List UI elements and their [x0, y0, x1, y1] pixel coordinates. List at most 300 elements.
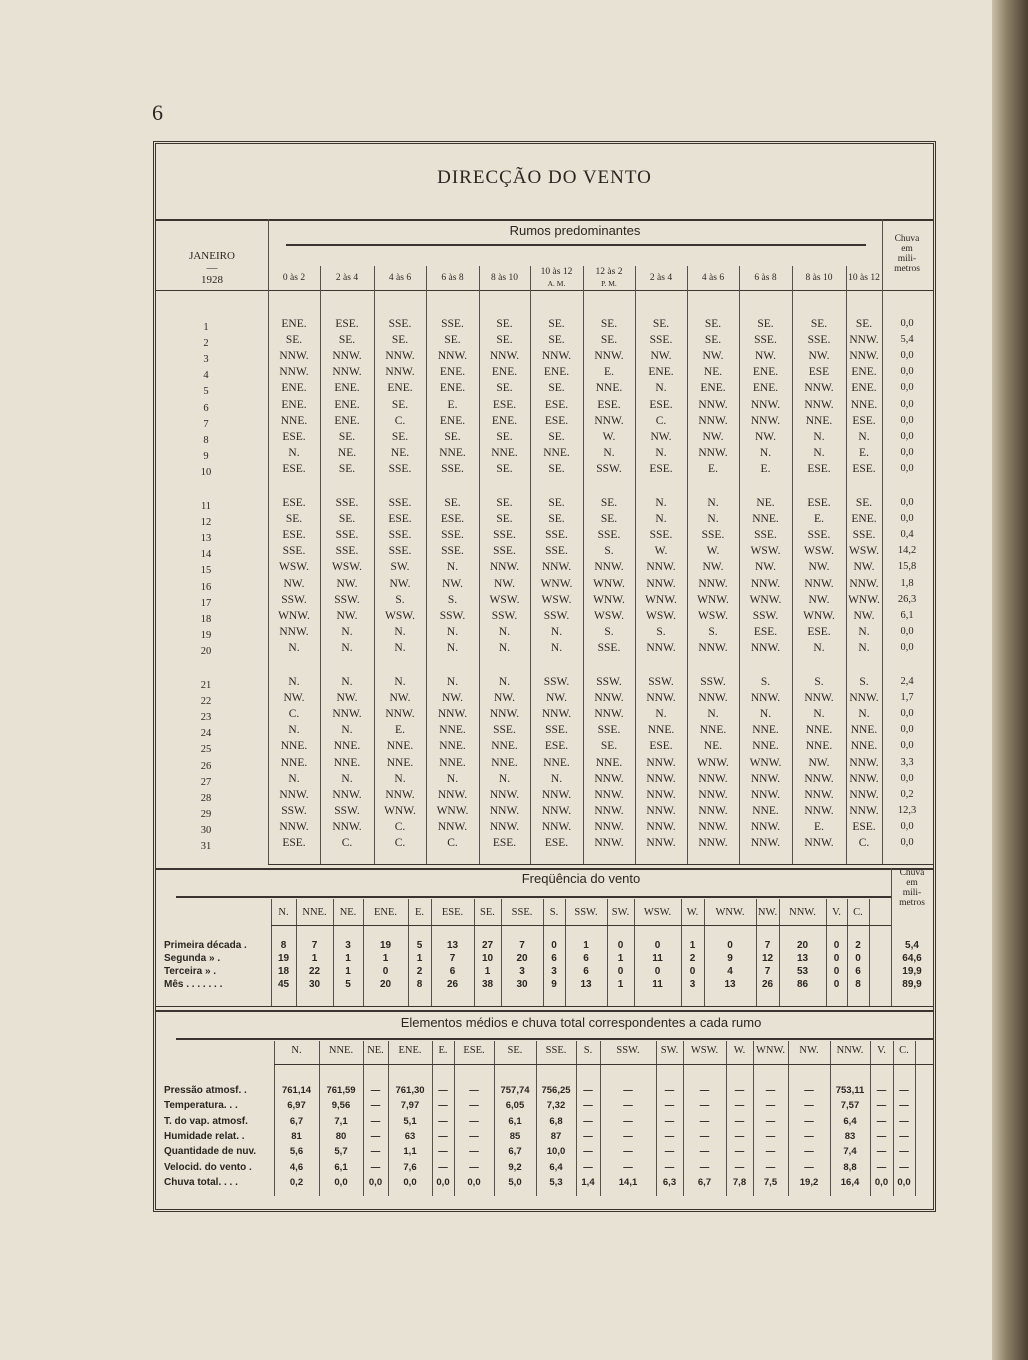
column-rule [779, 899, 780, 1006]
wind-direction-cell: N. [288, 772, 300, 785]
elements-value: — [469, 1130, 479, 1142]
elements-value: — [876, 1085, 887, 1096]
day-number: 25 [200, 744, 212, 756]
frequency-value: 13 [446, 940, 459, 951]
wind-direction-cell: SSE. [388, 462, 412, 475]
wind-direction-cell: NNW. [849, 350, 879, 363]
elements-value: 761,30 [395, 1085, 425, 1096]
rule-line [286, 244, 866, 246]
elements-value: 0,0 [403, 1176, 417, 1188]
rain-cell: 0,0 [900, 430, 914, 442]
elements-value: — [583, 1146, 593, 1158]
rain-cell: 0,0 [900, 318, 914, 329]
elements-value: — [699, 1130, 710, 1142]
wind-direction-cell: NNE. [805, 724, 833, 737]
wind-direction-cell: N. [446, 676, 459, 688]
wind-direction-cell: NNW. [541, 788, 572, 801]
wind-direction-cell: ENE. [439, 366, 466, 379]
frequency-value: 86 [796, 979, 809, 990]
elements-value: 0,0 [874, 1176, 889, 1188]
wind-direction-cell: E. [814, 513, 824, 526]
wind-direction-cell: WNW. [436, 804, 469, 817]
wind-direction-cell: N. [446, 561, 459, 574]
wind-direction-cell: SSE. [807, 334, 831, 347]
wind-direction-cell: NNW. [698, 788, 728, 801]
wind-direction-cell: ESE. [544, 740, 569, 753]
wind-direction-cell: N. [341, 676, 353, 688]
wind-direction-cell: NW. [702, 561, 724, 574]
wind-direction-cell: NNW. [594, 788, 624, 801]
wind-direction-cell: ESE. [597, 398, 621, 411]
wind-direction-cell: NNE. [752, 724, 779, 737]
day-number: 5 [203, 386, 209, 398]
frequency-value: 7 [519, 940, 525, 951]
wind-direction-cell: NNE. [280, 740, 308, 753]
wind-direction-cell: WNW. [540, 577, 573, 590]
elements-value: 4,6 [289, 1161, 304, 1173]
elements-value: 7,6 [403, 1161, 417, 1173]
rain-cell: 0,0 [900, 366, 914, 378]
elements-value: — [623, 1130, 633, 1142]
elements-row-label: Velocid. do vento . [164, 1161, 252, 1173]
elements-value: — [734, 1100, 745, 1112]
wind-direction-cell: ESE. [649, 398, 673, 411]
frequency-value: 3 [689, 979, 696, 990]
wind-direction-cell: SE. [600, 740, 618, 753]
wind-direction-cell: SE. [444, 497, 461, 509]
column-rule [271, 899, 272, 1006]
wind-direction-cell: NNW. [804, 398, 834, 411]
wind-direction-cell: SE. [391, 334, 409, 347]
wind-direction-cell: NNE. [439, 740, 466, 753]
wind-direction-cell: NNW. [594, 772, 624, 785]
wind-direction-cell: N. [655, 708, 667, 721]
frequency-value: 5 [416, 940, 423, 951]
wind-direction-cell: NNW. [646, 561, 676, 574]
wind-direction-cell: NNW. [750, 820, 781, 833]
wind-direction-cell: SE. [285, 513, 303, 526]
wind-direction-cell: SE. [810, 318, 828, 330]
elements-value: — [765, 1130, 776, 1142]
wind-direction-cell: N. [341, 625, 353, 638]
wind-direction-cell: SE. [600, 318, 618, 330]
day-number: 7 [203, 418, 209, 430]
wind-direction-cell: SSW. [700, 676, 726, 688]
wind-direction-cell: NNW. [385, 708, 415, 721]
wind-direction-cell: ESE. [649, 740, 673, 753]
column-rule [333, 899, 334, 1006]
frequency-value: 3 [345, 940, 351, 951]
elements-value: 756,25 [541, 1085, 571, 1096]
wind-direction-cell: ESE. [282, 462, 306, 475]
wind-direction-cell: NNW. [541, 708, 572, 721]
elements-value: — [623, 1100, 633, 1112]
wind-direction-cell: NNW. [804, 788, 834, 801]
elements-value: — [438, 1161, 448, 1173]
rain-cell: 0,0 [900, 837, 914, 848]
frequency-column-header: ENE. [373, 907, 398, 918]
frequency-value: 7 [311, 940, 318, 951]
elements-value: 10,0 [546, 1146, 566, 1158]
time-header: 2 às 4 [335, 273, 359, 283]
wind-direction-cell: NNW. [437, 788, 468, 801]
wind-direction-cell: SSW. [281, 804, 307, 817]
elements-value: — [664, 1115, 675, 1127]
frequency-column-header: N. [278, 907, 289, 918]
frequency-value: 20 [796, 940, 809, 951]
elements-value: — [623, 1085, 633, 1096]
wind-direction-cell: N. [341, 772, 353, 785]
wind-direction-cell: ENE. [281, 398, 307, 411]
frequency-value: 20 [379, 979, 392, 990]
wind-direction-cell: SSE. [388, 497, 412, 509]
wind-direction-cell: SSE. [852, 529, 876, 542]
elements-value: — [583, 1100, 593, 1112]
elements-value: — [370, 1161, 381, 1173]
frequency-value: 8 [855, 979, 861, 990]
wind-direction-cell: NE. [337, 446, 357, 459]
elements-column-header: SE. [507, 1045, 523, 1056]
column-rule [687, 266, 688, 864]
elements-value: 5,1 [403, 1115, 417, 1127]
elements-value: — [899, 1130, 909, 1142]
elements-value: 753,11 [835, 1085, 865, 1096]
elements-value: — [370, 1085, 381, 1096]
wind-direction-cell: SE. [855, 497, 873, 509]
frequency-value: 11 [652, 953, 663, 964]
wind-direction-cell: NNE. [386, 740, 414, 753]
rain-cell: 0,0 [900, 625, 914, 637]
wind-direction-cell: NNE. [333, 740, 361, 753]
frequency-rain: 19,9 [902, 966, 922, 977]
elements-value: 6,3 [662, 1176, 677, 1188]
rain-cell: 26,3 [897, 593, 917, 605]
wind-direction-cell: S. [814, 676, 824, 688]
column-rule [479, 266, 480, 864]
elements-row-label: T. do vap. atmosf. [164, 1115, 248, 1127]
wind-direction-cell: N. [288, 676, 300, 688]
wind-direction-cell: NNE. [386, 756, 414, 769]
wind-direction-cell: SE. [548, 334, 565, 347]
wind-direction-cell: ENE. [851, 366, 877, 379]
elements-column-header: SSW. [616, 1045, 640, 1056]
wind-direction-cell: W. [654, 545, 668, 558]
column-rule [431, 899, 432, 1006]
day-number: 29 [200, 808, 212, 820]
rain-cell: 0,4 [900, 529, 914, 541]
frequency-rain: 64,6 [902, 953, 922, 964]
time-header: 10 às 12 [848, 273, 880, 283]
frequency-value: 45 [277, 979, 290, 990]
wind-direction-cell: NNW. [750, 692, 781, 705]
wind-direction-cell: SE. [548, 497, 565, 509]
wind-direction-cell: NNW. [489, 804, 520, 817]
elements-value: — [438, 1146, 448, 1158]
frequency-value: 1 [689, 940, 696, 951]
wind-direction-cell: ENE. [851, 382, 877, 395]
wind-direction-cell: ESE. [544, 398, 569, 411]
time-header: 6 às 8 [754, 273, 777, 283]
wind-direction-cell: ESE. [807, 462, 831, 475]
elements-value: 7,1 [334, 1115, 348, 1127]
column-rule [756, 899, 757, 1006]
frequency-value: 13 [724, 979, 736, 990]
elements-value: — [804, 1085, 814, 1096]
wind-direction-cell: ENE. [334, 382, 360, 395]
column-rule [408, 899, 409, 1006]
elements-value: 7,8 [732, 1176, 747, 1188]
elements-value: — [699, 1115, 710, 1127]
wind-direction-cell: NW. [546, 692, 567, 705]
frequency-value: 3 [519, 966, 525, 977]
rule-line [176, 1038, 933, 1040]
day-number: 23 [200, 712, 212, 724]
wind-direction-cell: NNW. [646, 772, 676, 785]
frequency-rain-header: mili- [902, 888, 922, 898]
frequency-column-header: WSW. [643, 907, 672, 918]
wind-direction-cell: NNW. [646, 577, 676, 590]
wind-direction-cell: NNW. [594, 804, 624, 817]
frequency-value: 6 [855, 966, 861, 977]
wind-direction-cell: E. [708, 462, 718, 475]
wind-direction-cell: ESE. [852, 414, 876, 427]
rain-cell: 0,0 [900, 740, 914, 752]
elements-row-label: Chuva total. . . . [164, 1176, 238, 1188]
elements-value: — [664, 1085, 675, 1096]
elements-row-label: Humidade relat. . [164, 1130, 245, 1142]
column-rule [739, 266, 740, 864]
wind-direction-cell: SSE. [493, 545, 516, 558]
wind-direction-cell: SSW. [439, 609, 466, 622]
frequency-value: 0 [654, 966, 661, 977]
elements-value: — [370, 1130, 381, 1142]
frequency-value: 0 [833, 966, 840, 977]
frequency-value: 1 [382, 953, 389, 964]
elements-value: — [734, 1146, 745, 1158]
rain-cell: 0,0 [900, 446, 914, 458]
elements-value: 83 [844, 1130, 856, 1142]
wind-direction-cell: NNW. [698, 414, 728, 427]
frequency-value: 11 [652, 979, 663, 990]
wind-direction-cell: NNW. [279, 350, 309, 363]
wind-direction-cell: NNE. [805, 740, 833, 753]
wind-direction-cell: NNW. [750, 641, 781, 654]
wind-direction-cell: SSE. [388, 318, 412, 330]
frequency-value: 1 [311, 953, 318, 964]
elements-value: 6,8 [549, 1115, 563, 1127]
frequency-value: 1 [345, 953, 351, 964]
wind-direction-cell: C. [394, 837, 406, 849]
rule-line [156, 1010, 933, 1012]
wind-direction-cell: N. [759, 446, 772, 459]
wind-direction-cell: C. [655, 414, 667, 427]
rain-cell: 0,0 [900, 513, 914, 525]
wind-direction-cell: SSE. [493, 724, 516, 737]
wind-direction-cell: NE. [703, 366, 723, 379]
wind-direction-cell: NNE. [752, 740, 779, 753]
rain-cell: 5,4 [900, 334, 914, 346]
elements-value: — [438, 1115, 448, 1127]
elements-value: 7,5 [763, 1176, 778, 1188]
wind-direction-cell: ENE. [491, 414, 518, 427]
book-gutter [992, 0, 1028, 1360]
frequency-row-label: Mês . . . . . . . [164, 979, 223, 990]
wind-direction-cell: NNW. [279, 820, 309, 833]
elements-row-label: Temperatura. . . [164, 1100, 238, 1112]
frequency-value: 0 [551, 940, 557, 951]
wind-direction-cell: NNW. [804, 692, 834, 705]
wind-direction-cell: WSW. [594, 609, 624, 622]
frequency-header: Freqüência do vento [521, 871, 641, 886]
frequency-column-header: SE. [480, 907, 495, 918]
elements-value: 19,2 [799, 1176, 819, 1188]
column-rule [704, 899, 705, 1006]
elements-value: — [370, 1100, 381, 1112]
wind-direction-cell: N. [446, 625, 459, 638]
elements-value: 0,0 [334, 1176, 348, 1188]
frequency-value: 8 [280, 940, 287, 951]
elements-value: 16,4 [840, 1176, 860, 1188]
wind-direction-cell: NW. [755, 350, 776, 363]
column-rule [792, 266, 793, 864]
wind-direction-cell: NNW. [698, 837, 728, 849]
wind-direction-cell: N. [858, 430, 870, 443]
wind-direction-cell: NNE. [752, 804, 779, 817]
frequency-value: 0 [382, 966, 389, 977]
wind-direction-cell: ESE. [492, 398, 517, 411]
wind-direction-cell: W. [706, 545, 720, 558]
frequency-value: 7 [449, 953, 456, 964]
wind-direction-cell: NW. [755, 561, 776, 574]
rain-cell: 0,0 [900, 462, 914, 474]
frequency-value: 0 [727, 940, 733, 951]
wind-direction-cell: S. [859, 676, 869, 688]
wind-direction-cell: NNE. [850, 724, 878, 737]
day-number: 18 [200, 613, 212, 625]
wind-direction-cell: NNW. [698, 772, 728, 785]
frequency-column-header: SSW. [574, 907, 598, 918]
wind-direction-cell: NW. [389, 692, 411, 705]
elements-value: 0,0 [436, 1176, 450, 1188]
frequency-column-header: NNW. [789, 907, 816, 918]
rule-line [176, 896, 891, 898]
frequency-value: 0 [654, 940, 661, 951]
wind-direction-cell: ENE. [281, 318, 307, 330]
time-header: 8 às 10 [805, 273, 833, 283]
wind-direction-cell: NNW. [804, 837, 834, 849]
page-number: 6 [152, 100, 163, 125]
frequency-column-header: S. [549, 907, 559, 918]
wind-direction-cell: ESE. [807, 625, 831, 638]
column-rule [426, 266, 427, 864]
frequency-column-header: SSE. [511, 907, 533, 918]
elements-value: — [876, 1100, 887, 1112]
wind-direction-cell: NW. [442, 577, 463, 590]
frequency-value: 27 [481, 940, 494, 951]
frequency-column-header: W. [686, 907, 699, 918]
frequency-value: 0 [689, 966, 696, 977]
wind-direction-cell: WSW. [489, 593, 520, 606]
frequency-value: 1 [416, 953, 423, 964]
elements-value: 6,4 [549, 1161, 563, 1173]
wind-direction-cell: NNE. [752, 513, 779, 526]
wind-direction-cell: NNE. [491, 756, 518, 769]
time-header: 2 às 4 [649, 273, 673, 283]
year-label: 1928 [201, 274, 223, 286]
wind-direction-cell: NNE. [595, 756, 623, 769]
wind-direction-cell: NNW. [849, 788, 879, 801]
wind-direction-cell: S. [395, 593, 405, 606]
wind-direction-cell: WNW. [384, 804, 416, 817]
frequency-column-header: NW. [757, 907, 778, 918]
wind-direction-cell: N. [550, 641, 563, 654]
wind-direction-cell: NW. [755, 430, 776, 443]
wind-direction-cell: SSE. [441, 529, 464, 542]
wind-direction-cell: NW. [808, 350, 830, 363]
wind-direction-cell: N. [858, 708, 870, 721]
wind-direction-cell: S. [604, 625, 614, 638]
wind-direction-cell: NNW. [489, 350, 520, 363]
wind-direction-cell: NNW. [698, 398, 728, 411]
wind-direction-cell: SE. [391, 430, 409, 443]
wind-direction-cell: NW. [808, 593, 830, 606]
wind-direction-cell: ESE. [852, 462, 876, 475]
wind-direction-cell: SSE. [441, 462, 464, 475]
elements-column-header: N. [291, 1045, 302, 1056]
wind-direction-cell: NW. [702, 430, 724, 443]
frequency-value: 1 [484, 966, 491, 977]
day-number: 12 [200, 517, 212, 529]
wind-direction-cell: SE. [548, 462, 565, 475]
frequency-value: 0 [833, 953, 840, 964]
wind-direction-cell: E. [859, 446, 869, 459]
wind-direction-cell: SE. [496, 513, 513, 526]
elements-value: — [438, 1130, 448, 1142]
wind-direction-cell: S. [447, 593, 458, 606]
wind-direction-cell: N. [550, 625, 563, 638]
frequency-value: 19 [277, 953, 290, 964]
column-rule [565, 899, 566, 1006]
frequency-value: 0 [617, 966, 624, 977]
elements-value: — [699, 1161, 710, 1173]
frequency-column-header: NNE. [302, 907, 327, 918]
wind-direction-cell: NNE. [543, 446, 570, 459]
frequency-value: 5 [345, 979, 351, 990]
wind-direction-cell: WSW. [804, 545, 834, 558]
frequency-column-header: C. [853, 907, 863, 918]
wind-direction-cell: SSW. [648, 676, 674, 688]
elements-value: 7,57 [840, 1100, 860, 1112]
wind-direction-cell: NNW. [804, 382, 834, 395]
rule-line [156, 1006, 933, 1007]
day-number: 8 [203, 434, 209, 446]
column-rule [501, 899, 502, 1006]
elements-value: — [876, 1130, 887, 1142]
wind-direction-cell: NW. [808, 561, 830, 574]
elements-value: 6,1 [508, 1115, 522, 1127]
month-label: JANEIRO [189, 250, 235, 262]
wind-direction-cell: NNW. [541, 820, 572, 833]
wind-direction-cell: WNW. [848, 593, 880, 606]
wind-direction-cell: NNW. [646, 756, 676, 769]
column-rule [296, 899, 297, 1006]
wind-direction-cell: ENE. [334, 398, 360, 411]
wind-direction-cell: ESE. [544, 837, 569, 849]
wind-direction-cell: SSW. [752, 609, 779, 622]
wind-direction-cell: S. [708, 625, 718, 638]
elements-value: 14,1 [618, 1176, 638, 1188]
rain-cell: 6,1 [900, 609, 914, 621]
